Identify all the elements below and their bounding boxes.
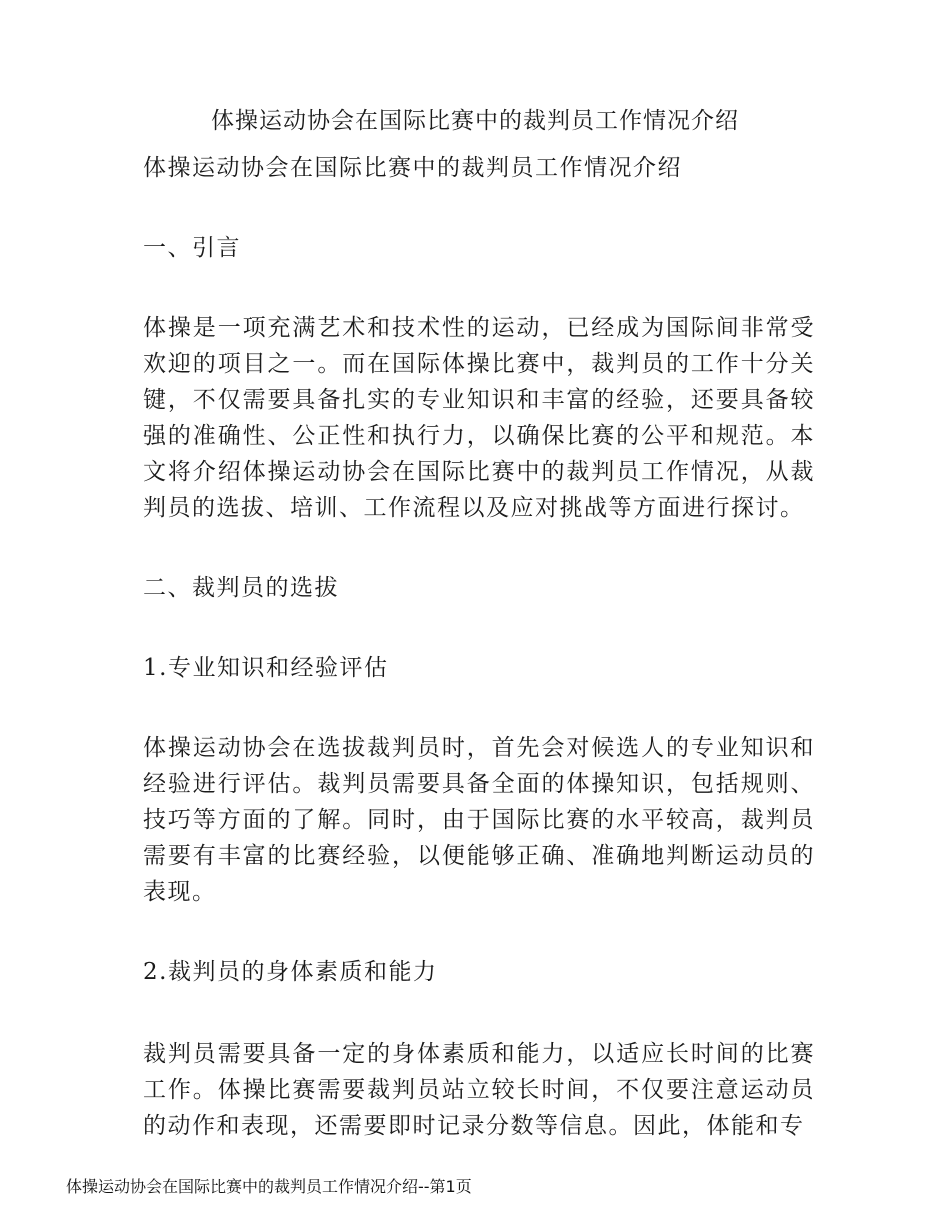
document-title: 体操运动协会在国际比赛中的裁判员工作情况介绍 xyxy=(211,108,739,134)
subheading-physical-ability: 2.裁判员的身体素质和能力 xyxy=(143,959,438,985)
body-paragraph-physical-ability: 裁判员需要具备一定的身体素质和能力，以适应长时间的比赛工作。体操比赛需要裁判员站立较长时间，不仅要注意运动员的动作和表现，还需要即时记录分数等信息。因此，体能和专 xyxy=(143,1041,815,1139)
subheading-knowledge-assessment: 1.专业知识和经验评估 xyxy=(143,655,389,681)
repeated-title-paragraph: 体操运动协会在国际比赛中的裁判员工作情况介绍 xyxy=(143,155,682,181)
section-heading-introduction: 一、引言 xyxy=(143,235,241,261)
body-paragraph-introduction: 体操是一项充满艺术和技术性的运动，已经成为国际间非常受欢迎的项目之一。而在国际体操比赛中，裁判员的工作十分关键，不仅需要具备扎实的专业知识和丰富的经验，还要具备较强的准确性、公正性和执行力，以确保比赛的公平和规范。本文将介绍体操运动协会在国际比赛中的裁判员工作情况，从裁判员的选拔、培训、工作流程以及应对挑战等方面进行探讨。 xyxy=(143,315,815,521)
document-body xyxy=(143,150,815,1144)
section-heading-selection: 二、裁判员的选拔 xyxy=(143,575,339,601)
body-paragraph-knowledge-assessment: 体操运动协会在选拔裁判员时，首先会对候选人的专业知识和经验进行评估。裁判员需要具备全面的体操知识，包括规则、技巧等方面的了解。同时，由于国际比赛的水平较高，裁判员需要有丰富的比赛经验，以便能够正确、准确地判断运动员的表现。 xyxy=(143,735,815,905)
page-footer: 体操运动协会在国际比赛中的裁判员工作情况介绍--第1页 xyxy=(66,1177,472,1196)
